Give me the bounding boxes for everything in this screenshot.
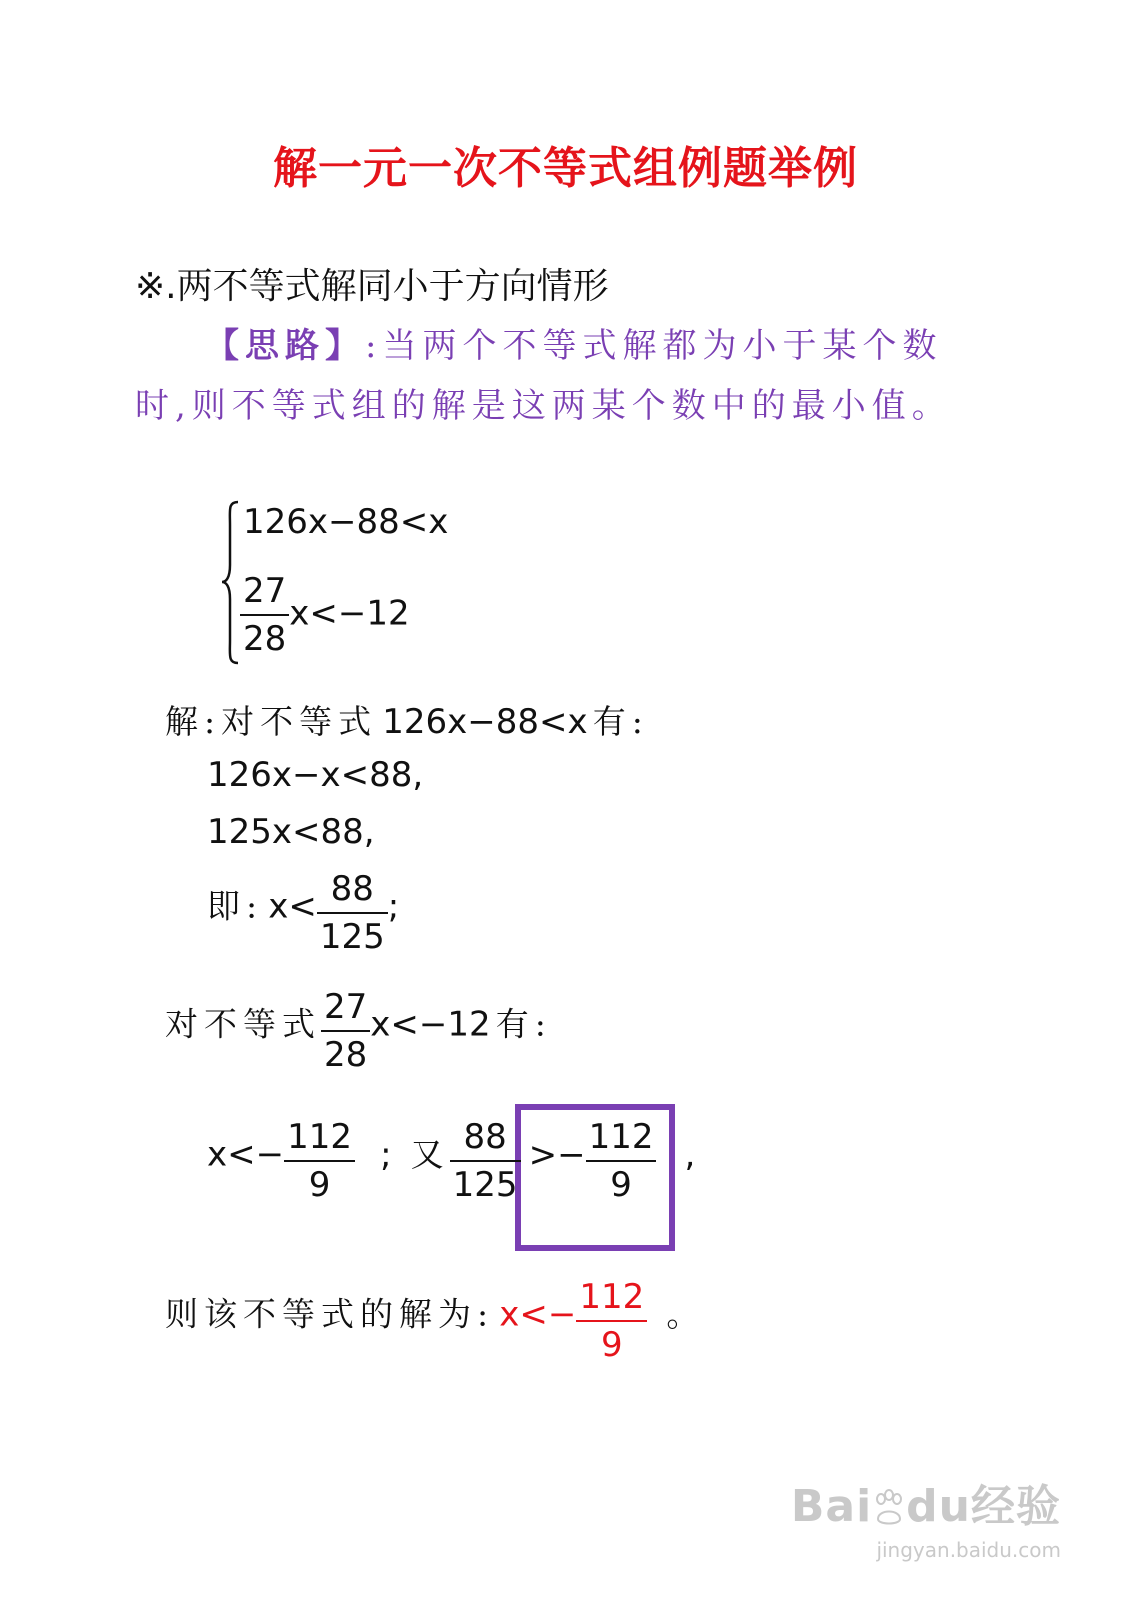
fraction-bar xyxy=(586,1160,657,1162)
fraction-112-9-boxed xyxy=(586,1117,657,1205)
fraction-27-28 xyxy=(321,987,370,1075)
system-eq2-rest: x<−12 xyxy=(289,593,410,634)
page-title: 解一元一次不等式组例题举例 xyxy=(273,143,858,194)
fraction-112-9 xyxy=(284,1117,355,1205)
final-lhs: x<− xyxy=(499,1294,577,1335)
idea-label: 【思路】 xyxy=(205,326,365,366)
fraction-denominator: 9 xyxy=(600,1325,623,1365)
final-label: 则该不等式的解为: xyxy=(165,1294,495,1334)
solution-intro-end: 有: xyxy=(592,702,649,741)
solution-intro-label: 解:对不等式 xyxy=(165,702,378,741)
fraction-bar xyxy=(576,1320,647,1322)
fraction-numerator: 88 xyxy=(330,869,374,909)
paw-icon xyxy=(872,1489,906,1529)
baidu-watermark xyxy=(791,1470,1061,1562)
solution-step-3 xyxy=(207,869,400,957)
result-end: , xyxy=(684,1134,696,1175)
fraction-27-28 xyxy=(240,571,289,659)
solution-intro xyxy=(165,696,649,743)
fraction-numerator: 112 xyxy=(579,1277,645,1317)
result-compare: >− xyxy=(528,1134,586,1175)
fraction-bar xyxy=(284,1160,355,1162)
result-row xyxy=(207,1117,696,1205)
section-heading: ※.两不等式解同小于方向情形 xyxy=(135,266,609,307)
system-eq2 xyxy=(240,571,410,659)
fraction-numerator: 88 xyxy=(463,1117,507,1157)
solution-step-1: 126x−x<88, xyxy=(207,755,424,795)
idea-text-1: 当两个不等式解都为小于某个数 xyxy=(382,326,943,366)
fraction-denominator: 28 xyxy=(243,619,287,659)
result-also: 又 xyxy=(410,1134,450,1174)
fraction-numerator: 27 xyxy=(243,571,287,611)
fraction-bar xyxy=(240,614,289,616)
solution-step-2: 125x<88, xyxy=(207,812,375,852)
final-end: 。 xyxy=(666,1294,706,1334)
fraction-bar xyxy=(317,912,388,914)
second-rest: x<−12 xyxy=(370,1004,491,1045)
step-3-label: 即: xyxy=(207,886,264,926)
watermark-brand-cn: 经验 xyxy=(971,1481,1061,1532)
solution-intro-expr: 126x−88<x xyxy=(382,702,588,742)
watermark-brand xyxy=(791,1470,1061,1534)
solution-second xyxy=(165,987,552,1075)
watermark-url: jingyan.baidu.com xyxy=(876,1538,1061,1562)
result-separator: ; xyxy=(380,1134,392,1175)
second-end: 有: xyxy=(495,1004,552,1044)
fraction-88-125 xyxy=(317,869,388,957)
idea-line-2: 时,则不等式组的解是这两某个数中的最小值。 xyxy=(135,386,952,426)
fraction-denominator: 28 xyxy=(324,1035,368,1075)
fraction-denominator: 125 xyxy=(452,1165,518,1205)
step-3-lhs: x< xyxy=(268,886,317,927)
watermark-brand-text: Bai xyxy=(790,1481,873,1532)
fraction-bar xyxy=(321,1030,370,1032)
result-lhs: x<− xyxy=(207,1134,285,1175)
idea-colon: : xyxy=(365,326,383,366)
fraction-112-9-answer xyxy=(576,1277,647,1365)
fraction-numerator: 112 xyxy=(287,1117,353,1157)
system-eq1: 126x−88<x xyxy=(243,502,449,542)
final-answer xyxy=(165,1277,706,1365)
fraction-numerator: 112 xyxy=(588,1117,654,1157)
fraction-denominator: 9 xyxy=(308,1165,331,1205)
step-3-end: ; xyxy=(387,886,400,927)
watermark-brand-text-2: du xyxy=(906,1481,971,1532)
fraction-denominator: 9 xyxy=(610,1165,632,1205)
idea-line-1 xyxy=(205,318,942,367)
fraction-denominator: 125 xyxy=(319,917,385,957)
fraction-88-125 xyxy=(450,1117,521,1205)
curly-brace xyxy=(220,500,240,665)
fraction-numerator: 27 xyxy=(324,987,368,1027)
second-label: 对不等式 xyxy=(165,1004,321,1044)
fraction-bar xyxy=(450,1160,521,1162)
